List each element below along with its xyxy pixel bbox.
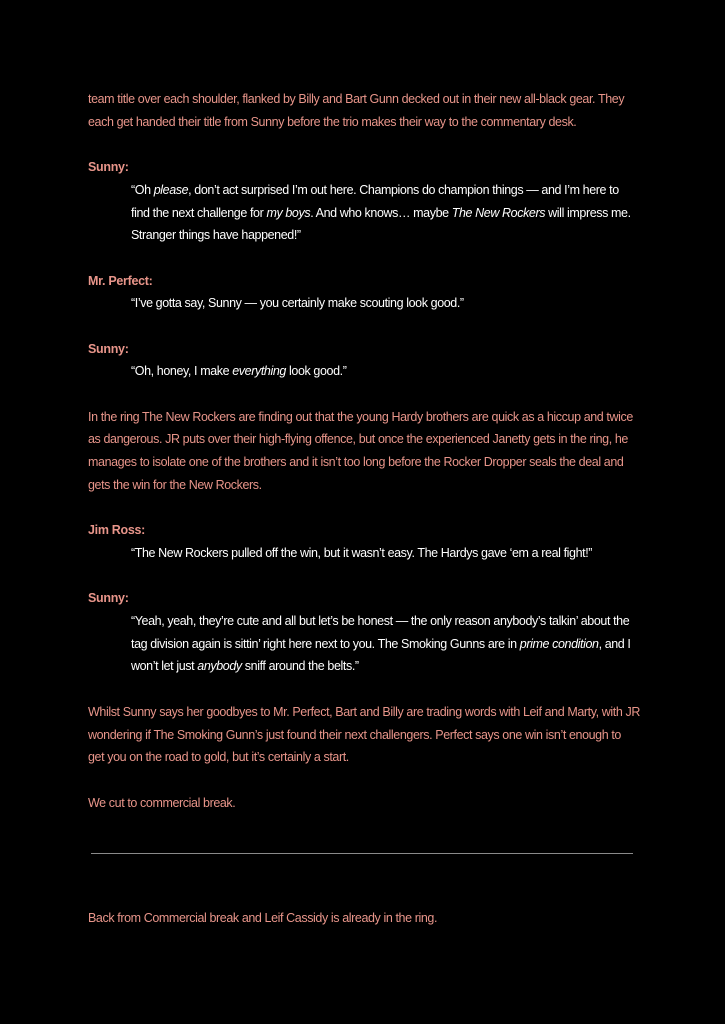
- dialogue-quote: [131, 610, 640, 678]
- spacer: [88, 247, 640, 270]
- quote-emphasis: my boys: [266, 205, 311, 220]
- quote-text: will impress me. Stranger things have happened!”: [131, 205, 631, 243]
- quote-text: , don’t act surprised I’m out here. Champions do champion things — and I’m here to find the next challenge for: [131, 182, 619, 220]
- quote-text: look good.”: [285, 364, 347, 379]
- spacer: [88, 133, 640, 156]
- narration-paragraph: We cut to commercial break.: [88, 795, 236, 810]
- quote-emphasis: everything: [232, 364, 286, 379]
- quote-text: “Yeah, yeah, they’re cute and all but let’s be honest — the only reason anybody’s talkin’ about the tag division again is sittin’ right here next to you. The Smoking Gunns are in: [131, 614, 630, 651]
- spacer: [88, 315, 640, 338]
- spacer: [88, 497, 640, 520]
- script-page: [88, 88, 640, 814]
- speaker-name: Sunny:: [88, 341, 129, 356]
- speaker-name: Mr. Perfect:: [88, 273, 153, 288]
- quote-text: “Oh: [131, 182, 154, 197]
- narration-paragraph: In the ring The New Rockers are finding out that the young Hardy brothers are quick as a hiccup and twice as dangerous. JR puts over their high-flying offence, but once the experienced Janetty gets in the ring, he manages to isolate one of the brothers and it isn’t too long before the Rocker Dropper seals the deal and gets the win for the New Rockers.: [88, 409, 633, 492]
- quote-emphasis: The New Rockers: [451, 205, 546, 220]
- dialogue-quote: “The New Rockers pulled off the win, but it wasn’t easy. The Hardys gave ‘em a real fight!”: [131, 545, 593, 560]
- quote-text: sniff around the belts.”: [241, 659, 359, 674]
- dialogue-quote: [131, 179, 640, 247]
- narration-paragraph: team title over each shoulder, flanked by Billy and Bart Gunn decked out in their new all-black gear. They each get handed their title from Sunny before the trio makes their way to the commentary desk.: [88, 92, 625, 129]
- quote-text: . And who knows… maybe: [310, 205, 452, 220]
- speaker-name: Sunny:: [88, 591, 129, 606]
- narration-paragraph: Back from Commercial break and Leif Cassidy is already in the ring.: [88, 911, 438, 925]
- speaker-name: Sunny:: [88, 160, 129, 175]
- next-section: [88, 907, 640, 930]
- spacer: [88, 769, 640, 792]
- quote-emphasis: please: [153, 182, 189, 197]
- spacer: [88, 678, 640, 701]
- narration-paragraph: Whilst Sunny says her goodbyes to Mr. Perfect, Bart and Billy are trading words with Leif and Marty, with JR wondering if The Smoking Gunn’s just found their next challengers. Perfect says one win isn’t enough to get you on the road to gold, but it’s certainly a start.: [88, 704, 640, 765]
- quote-text: “Oh, honey, I make: [131, 364, 233, 379]
- dialogue-quote: [131, 360, 640, 383]
- spacer: [88, 383, 640, 406]
- quote-emphasis: prime condition: [519, 636, 599, 651]
- dialogue-quote: “I’ve gotta say, Sunny — you certainly make scouting look good.”: [131, 296, 464, 311]
- section-divider: [91, 853, 633, 854]
- quote-emphasis: anybody: [197, 659, 242, 674]
- spacer: [88, 565, 640, 588]
- quote-text: , and I won’t let just: [131, 636, 631, 674]
- speaker-name: Jim Ross:: [88, 523, 146, 538]
